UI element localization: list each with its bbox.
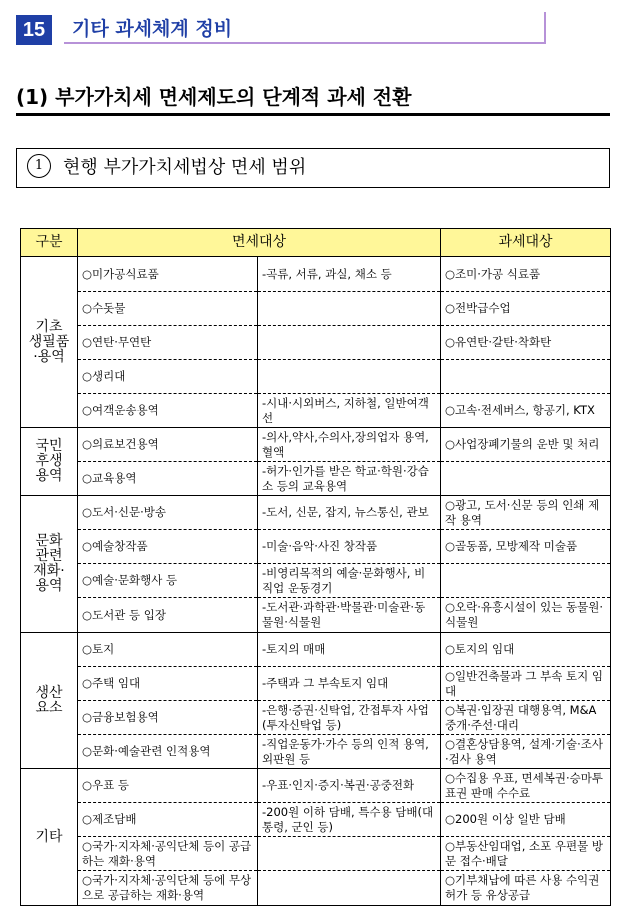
exempt-item-cell: ○도서·신문·방송 xyxy=(78,496,258,530)
exempt-item-cell: ○수돗물 xyxy=(78,292,258,326)
exempt-item-cell: ○도서관 등 입장 xyxy=(78,598,258,633)
table-row xyxy=(21,326,611,360)
taxable-cell: ○수집용 우표, 면세복권·승마투표권 판매 수수료 xyxy=(441,769,611,803)
header-exempt: 면세대상 xyxy=(78,229,441,257)
taxable-cell: ○골동품, 모방제작 미술품 xyxy=(441,530,611,564)
category-cell: 국민 후생 용역 xyxy=(21,428,78,496)
table-row xyxy=(21,257,611,292)
taxable-cell: ○전박급수업 xyxy=(441,292,611,326)
exempt-item-cell: ○제조담배 xyxy=(78,803,258,837)
exempt-item-cell: ○의료보건용역 xyxy=(78,428,258,462)
subheading: (1) 부가가치세 면세제도의 단계적 과세 전환 xyxy=(16,78,610,116)
taxable-cell: ○복권·입장권 대행용역, M&A 중개·주선·대리 xyxy=(441,701,611,735)
exempt-detail-cell xyxy=(258,360,441,394)
taxable-cell xyxy=(441,462,611,496)
exempt-detail-cell: -주택과 그 부속토지 임대 xyxy=(258,667,441,701)
taxable-cell: ○토지의 임대 xyxy=(441,633,611,667)
table-row xyxy=(21,360,611,394)
table-row xyxy=(21,428,611,462)
taxable-cell: ○오락·유흥시설이 있는 동물원·식물원 xyxy=(441,598,611,633)
exempt-detail-cell: -도서관·과학관·박물관·미술관·동물원·식물원 xyxy=(258,598,441,633)
exempt-detail-cell: -직업운동가·가수 등의 인적 용역, 외판원 등 xyxy=(258,735,441,769)
category-cell: 기초 생필품 ·용역 xyxy=(21,257,78,428)
exempt-detail-cell xyxy=(258,326,441,360)
table-row xyxy=(21,530,611,564)
taxable-cell xyxy=(441,564,611,598)
exempt-item-cell: ○생리대 xyxy=(78,360,258,394)
exempt-detail-cell: -의사,약사,수의사,장의업자 용역, 혈액 xyxy=(258,428,441,462)
exempt-detail-cell: -200원 이하 담배, 특수용 담배(대통령, 군인 등) xyxy=(258,803,441,837)
taxable-cell: ○고속·전세버스, 항공기, KTX xyxy=(441,394,611,428)
category-cell: 생산 요소 xyxy=(21,633,78,769)
exempt-item-cell: ○연탄·무연탄 xyxy=(78,326,258,360)
taxable-cell: ○결혼상담용역, 설계·기술·조사·검사 용역 xyxy=(441,735,611,769)
exempt-detail-cell xyxy=(258,837,441,871)
section-header xyxy=(16,12,548,48)
exempt-detail-cell: -시내·시외버스, 지하철, 일반여객선 xyxy=(258,394,441,428)
table-row xyxy=(21,837,611,871)
table-row xyxy=(21,667,611,701)
header-taxable: 과세대상 xyxy=(441,229,611,257)
taxable-cell: ○광고, 도서·신문 등의 인쇄 제작 용역 xyxy=(441,496,611,530)
header-category: 구분 xyxy=(21,229,78,257)
category-cell: 문화 관련 재화· 용역 xyxy=(21,496,78,633)
table-row xyxy=(21,871,611,906)
exempt-item-cell: ○미가공식료품 xyxy=(78,257,258,292)
exempt-item-cell: ○국가·지자체·공익단체 등에 무상으로 공급하는 재화·용역 xyxy=(78,871,258,906)
taxable-cell: ○유연탄·갈탄·착화탄 xyxy=(441,326,611,360)
table-row xyxy=(21,394,611,428)
exempt-detail-cell: -곡류, 서류, 과실, 채소 등 xyxy=(258,257,441,292)
exempt-detail-cell: -비영리목적의 예술·문화행사, 비직업 운동경기 xyxy=(258,564,441,598)
table-row xyxy=(21,598,611,633)
exempt-item-cell: ○우표 등 xyxy=(78,769,258,803)
taxable-cell: ○200원 이상 일반 담배 xyxy=(441,803,611,837)
box-title: 현행 부가가치세법상 면세 범위 xyxy=(63,157,307,178)
exempt-item-cell: ○예술·문화행사 등 xyxy=(78,564,258,598)
box-heading xyxy=(16,148,610,188)
table-row xyxy=(21,292,611,326)
exempt-detail-cell xyxy=(258,292,441,326)
tax-scope-table xyxy=(20,228,611,906)
table-row xyxy=(21,701,611,735)
exempt-detail-cell: -토지의 매매 xyxy=(258,633,441,667)
table-row xyxy=(21,735,611,769)
table-header-row xyxy=(21,229,611,257)
category-cell: 기타 xyxy=(21,769,78,906)
exempt-item-cell: ○주택 임대 xyxy=(78,667,258,701)
table-row xyxy=(21,633,611,667)
exempt-item-cell: ○토지 xyxy=(78,633,258,667)
exempt-detail-cell: -은행·증권·신탁업, 간접투자 사업(투자신탁업 등) xyxy=(258,701,441,735)
exempt-detail-cell: -허가·인가를 받은 학교·학원·강습소 등의 교육용역 xyxy=(258,462,441,496)
taxable-cell: ○부동산임대업, 소포 우편물 방문 접수·배달 xyxy=(441,837,611,871)
exempt-detail-cell: -도서, 신문, 잡지, 뉴스통신, 관보 xyxy=(258,496,441,530)
exempt-item-cell: ○교육용역 xyxy=(78,462,258,496)
exempt-detail-cell xyxy=(258,871,441,906)
taxable-cell: ○기부채납에 따른 사용 수익권 허가 등 유상공급 xyxy=(441,871,611,906)
taxable-cell: ○조미·가공 식료품 xyxy=(441,257,611,292)
exempt-item-cell: ○국가·지자체·공익단체 등이 공급하는 재화·용역 xyxy=(78,837,258,871)
section-number: 15 xyxy=(16,15,52,45)
exempt-item-cell: ○예술창작품 xyxy=(78,530,258,564)
circled-number-icon: 1 xyxy=(27,154,51,178)
exempt-detail-cell: -미술·음악·사진 창작품 xyxy=(258,530,441,564)
table-row xyxy=(21,564,611,598)
table-row xyxy=(21,803,611,837)
taxable-cell: ○일반건축물과 그 부속 토지 임대 xyxy=(441,667,611,701)
exempt-item-cell: ○여객운송용역 xyxy=(78,394,258,428)
exempt-item-cell: ○문화·예술관련 인적용역 xyxy=(78,735,258,769)
exempt-detail-cell: -우표·인지·증지·복권·공중전화 xyxy=(258,769,441,803)
table-row xyxy=(21,462,611,496)
taxable-cell xyxy=(441,360,611,394)
exempt-item-cell: ○금융보험용역 xyxy=(78,701,258,735)
table-row xyxy=(21,769,611,803)
section-title: 기타 과세체계 정비 xyxy=(64,12,546,44)
table-row xyxy=(21,496,611,530)
taxable-cell: ○사업장폐기물의 운반 및 처리 xyxy=(441,428,611,462)
